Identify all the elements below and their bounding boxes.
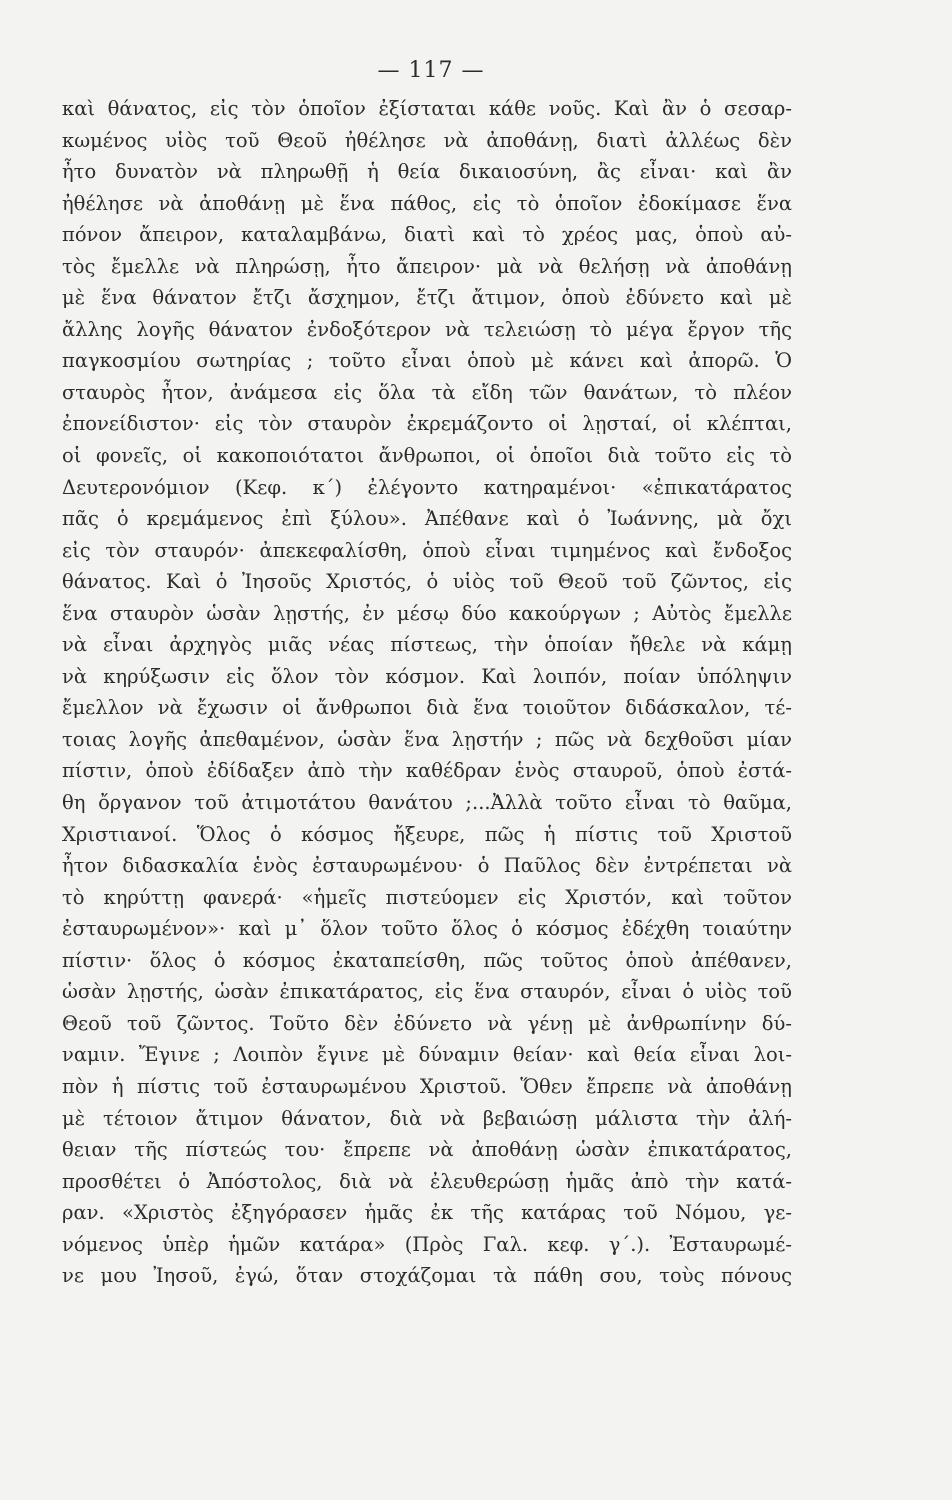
text-line-11: ἐπονείδιστον· εἰς τὸν σταυρὸν ἐκρεμάζοντο οἱ λῃσταί, οἱ κλέπται, <box>62 412 792 436</box>
text-line-4: ἠθέλησε νὰ ἀποθάνῃ μὲ ἕνα πάθος, εἰς τὸ ὁποῖον ἐδοκίμασε ἕνα <box>62 191 792 215</box>
text-line-13: Δευτερονόμιον (Κεφ. κ΄) ἐλέγοντο κατηραμένοι· «ἐπικατάρατος <box>62 475 792 499</box>
text-line-21: τοιας λογῆς ἀπεθαμένον, ὡσὰν ἕνα λῃστήν ; πῶς νὰ δεχθοῦσι μίαν <box>62 727 792 751</box>
page-number: — 117 — <box>377 58 485 83</box>
text-line-14: πᾶς ὁ κρεμάμενος ἐπὶ ξύλου». Ἀπέθανε καὶ ὁ Ἰωάννης, μὰ ὄχι <box>62 507 792 531</box>
text-line-7: μὲ ἕνα θάνατον ἔτζι ἄσχημον, ἔτζι ἄτιμον, ὁποὺ ἐδύνετο καὶ μὲ <box>62 286 792 310</box>
text-line-24: Χριστιανοί. Ὅλος ὁ κόσμος ἤξευρε, πῶς ἡ πίστις τοῦ Χριστοῦ <box>62 822 792 846</box>
text-line-26: τὸ κηρύττῃ φανερά· «ἡμεῖς πιστεύομεν εἰς Χριστόν, καὶ τοῦτον <box>62 885 792 909</box>
text-line-36: ραν. «Χριστὸς ἐξηγόρασεν ἡμᾶς ἐκ τῆς κατάρας τοῦ Νόμου, γε- <box>62 1201 792 1225</box>
text-line-33: μὲ τέτοιον ἄτιμον θάνατον, διὰ νὰ βεβαιώσῃ μάλιστα τὴν ἀλή- <box>62 1106 792 1130</box>
text-line-12: οἱ φονεῖς, οἱ κακοποιότατοι ἄνθρωποι, οἱ ὁποῖοι διὰ τοῦτο εἰς τὸ <box>62 444 792 468</box>
text-line-37: νόμενος ὑπὲρ ἡμῶν κατάρα» (Πρὸς Γαλ. κεφ. γ΄.). Ἐσταυρωμέ- <box>62 1232 792 1256</box>
text-line-5: πόνον ἄπειρον, καταλαμβάνω, διατὶ καὶ τὸ χρέος μας, ὁποὺ αὐ- <box>62 223 792 247</box>
text-line-27: ἐσταυρωμένον»· καὶ μ᾽ ὅλον τοῦτο ὅλος ὁ κόσμος ἐδέχθη τοιαύτην <box>62 917 792 941</box>
text-line-17: ἕνα σταυρὸν ὡσὰν λῃστής, ἐν μέσῳ δύο κακούργων ; Αὐτὸς ἔμελλε <box>62 601 792 625</box>
text-line-3: ἦτο δυνατὸν νὰ πληρωθῇ ἡ θεία δικαιοσύνη, ἂς εἶναι· καὶ ἂν <box>62 160 792 184</box>
text-line-10: σταυρὸς ἦτον, ἀνάμεσα εἰς ὅλα τὰ εἴδη τῶν θανάτων, τὸ πλέον <box>62 380 792 404</box>
text-line-15: εἰς τὸν σταυρόν· ἀπεκεφαλίσθη, ὁποὺ εἶναι τιμημένος καὶ ἔνδοξος <box>62 538 792 562</box>
text-line-29: ὡσὰν λῃστής, ὡσὰν ἐπικατάρατος, εἰς ἕνα σταυρόν, εἶναι ὁ υἱὸς τοῦ <box>62 980 792 1004</box>
text-line-6: τὸς ἔμελλε νὰ πληρώσῃ, ἦτο ἄπειρον· μὰ νὰ θελήσῃ νὰ ἀποθάνῃ <box>62 254 792 278</box>
text-line-2: κωμένος υἱὸς τοῦ Θεοῦ ἠθέλησε νὰ ἀποθάνῃ, διατὶ ἀλλέως δὲν <box>62 128 792 152</box>
text-line-19: νὰ κηρύξωσιν εἰς ὅλον τὸν κόσμον. Καὶ λοιπόν, ποίαν ὑπόληψιν <box>62 664 792 688</box>
text-line-23: θη ὄργανον τοῦ ἀτιμοτάτου θανάτου ;...Ἀλλὰ τοῦτο εἶναι τὸ θαῦμα, <box>62 791 792 815</box>
text-line-1: καὶ θάνατος, εἰς τὸν ὁποῖον ἐξίσταται κάθε νοῦς. Καὶ ἂν ὁ σεσαρ- <box>62 97 792 120</box>
text-line-18: νὰ εἶναι ἀρχηγὸς μιᾶς νέας πίστεως, τὴν ὁποίαν ἤθελε νὰ κάμῃ <box>62 633 792 657</box>
text-line-31: ναμιν. Ἔγινε ; Λοιπὸν ἔγινε μὲ δύναμιν θείαν· καὶ θεία εἶναι λοι- <box>62 1043 792 1067</box>
text-line-28: πίστιν· ὅλος ὁ κόσμος ἐκαταπείσθη, πῶς τοῦτος ὁποὺ ἀπέθανεν, <box>62 948 792 972</box>
body-text <box>62 93 792 1292</box>
text-line-32: πὸν ἡ πίστις τοῦ ἐσταυρωμένου Χριστοῦ. Ὅθεν ἔπρεπε νὰ ἀποθάνῃ <box>62 1074 792 1098</box>
text-line-35: προσθέτει ὁ Ἀπόστολος, διὰ νὰ ἐλευθερώσῃ ἡμᾶς ἀπὸ τὴν κατά- <box>62 1169 792 1193</box>
text-line-30: Θεοῦ τοῦ ζῶντος. Τοῦτο δὲν ἐδύνετο νὰ γένῃ μὲ ἀνθρωπίνην δύ- <box>62 1011 792 1035</box>
text-line-22: πίστιν, ὁποὺ ἐδίδαξεν ἀπὸ τὴν καθέδραν ἑνὸς σταυροῦ, ὁποὺ ἐστά- <box>62 759 792 783</box>
text-line-25: ἦτον διδασκαλία ἑνὸς ἐσταυρωμένου· ὁ Παῦλος δὲν ἐντρέπεται νὰ <box>62 854 792 878</box>
text-line-34: θειαν τῆς πίστεώς του· ἔπρεπε νὰ ἀποθάνῃ ὡσὰν ἐπικατάρατος, <box>62 1138 792 1162</box>
text-line-9: παγκοσμίου σωτηρίας ; τοῦτο εἶναι ὁποὺ μὲ κάνει καὶ ἀπορῶ. Ὁ <box>62 349 792 373</box>
text-line-8: ἄλλης λογῆς θάνατον ἐνδοξότερον νὰ τελειώσῃ τὸ μέγα ἔργον τῆς <box>62 317 792 341</box>
text-line-20: ἔμελλον νὰ ἔχωσιν οἱ ἄνθρωποι διὰ ἕνα τοιοῦτον διδάσκαλον, τέ- <box>62 696 792 720</box>
text-line-16: θάνατος. Καὶ ὁ Ἰησοῦς Χριστός, ὁ υἱὸς τοῦ Θεοῦ τοῦ ζῶντος, εἰς <box>62 570 792 594</box>
text-line-38: νε μου Ἰησοῦ, ἐγώ, ὅταν στοχάζομαι τὰ πάθη σου, τοὺς πόνους <box>62 1264 792 1288</box>
